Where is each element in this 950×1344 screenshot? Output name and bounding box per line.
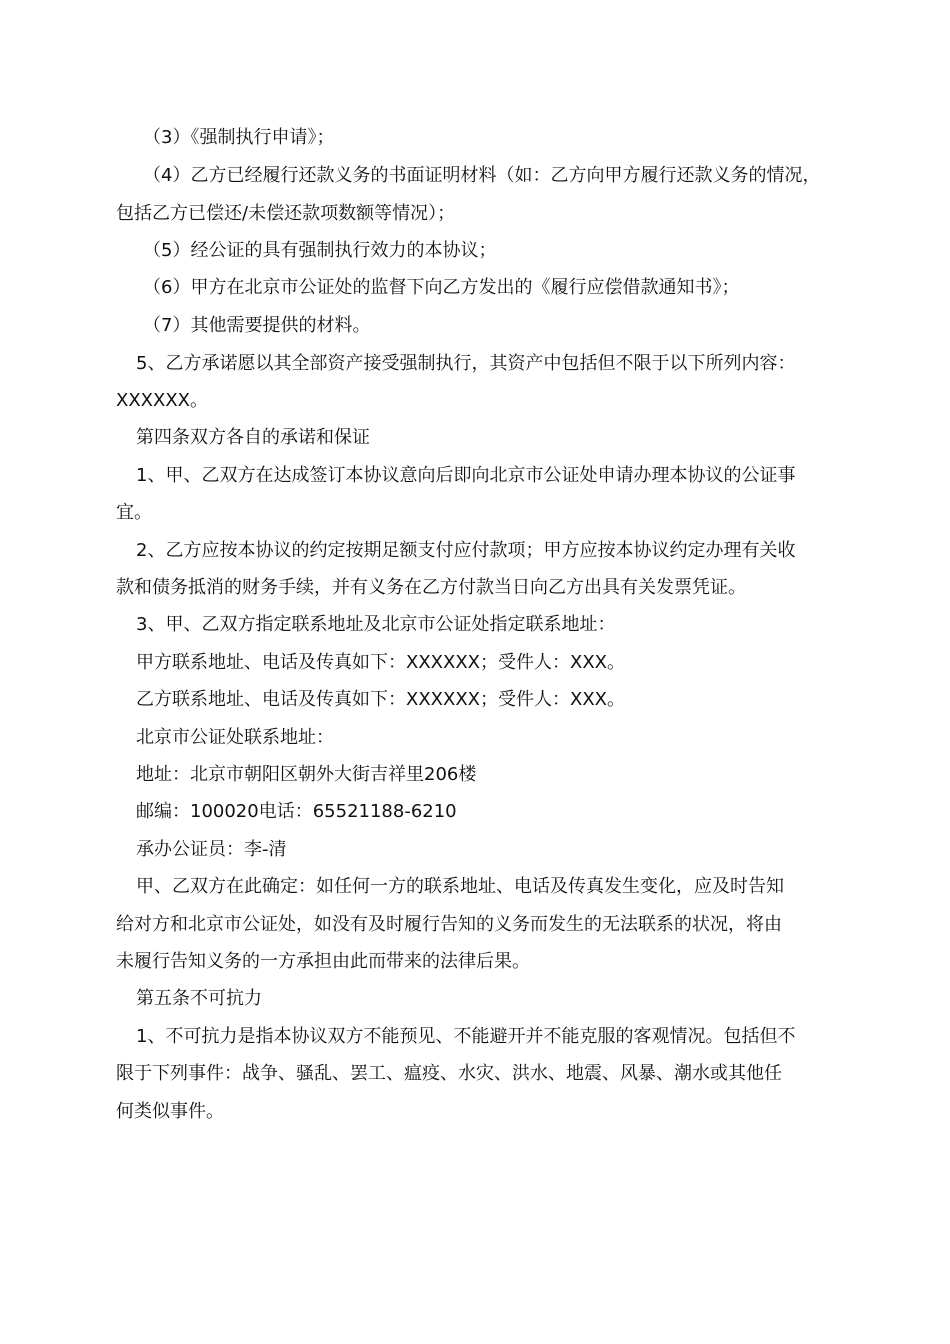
text-line: 3、甲、乙双方指定联系地址及北京市公证处指定联系地址： (136, 614, 616, 635)
text-line: 宜。 (116, 502, 152, 523)
text-line: 未履行告知义务的一方承担由此而带来的法律后果。 (116, 951, 530, 972)
text-line: 承办公证员：李-清 (136, 839, 287, 860)
text-line: （7）其他需要提供的材料。 (143, 315, 371, 336)
text-line: 甲、乙双方在此确定：如任何一方的联系地址、电话及传真发生变化，应及时告知 (136, 876, 784, 897)
text-line: XXXXXX。 (116, 390, 208, 411)
text-line: 1、不可抗力是指本协议双方不能预见、不能避开并不能克服的客观情况。包括但不 (136, 1026, 796, 1047)
text-line: 款和债务抵消的财务手续，并有义务在乙方付款当日向乙方出具有关发票凭证。 (116, 577, 746, 598)
text-line: 给对方和北京市公证处，如没有及时履行告知的义务而发生的无法联系的状况，将由 (116, 914, 782, 935)
text-line: （6）甲方在北京市公证处的监督下向乙方发出的《履行应偿借款通知书》； (143, 277, 740, 298)
text-line: 北京市公证处联系地址： (136, 727, 334, 748)
text-line: 2、乙方应按本协议的约定按期足额支付应付款项；甲方应按本协议约定办理有关收 (136, 540, 796, 561)
text-line: （5）经公证的具有强制执行效力的本协议； (143, 240, 497, 261)
text-line: （3）《强制执行申请》； (143, 127, 335, 148)
text-line: 甲方联系地址、电话及传真如下：XXXXXX；受件人：XXX。 (136, 652, 625, 673)
text-line: 邮编：100020电话：65521188-6210 (136, 801, 457, 822)
text-line: 包括乙方已偿还/未偿还款项数额等情况）； (116, 203, 456, 224)
text-line: 地址：北京市朝阳区朝外大街吉祥里206楼 (136, 764, 477, 785)
text-line: 何类似事件。 (116, 1101, 224, 1122)
text-line: （4）乙方已经履行还款义务的书面证明材料（如：乙方向甲方履行还款义务的情况， (143, 165, 821, 186)
section-heading: 第四条双方各自的承诺和保证 (136, 427, 370, 448)
text-line: 乙方联系地址、电话及传真如下：XXXXXX；受件人：XXX。 (136, 689, 625, 710)
text-line: 限于下列事件：战争、骚乱、罢工、瘟疫、水灾、洪水、地震、风暴、潮水或其他任 (116, 1063, 782, 1084)
text-line: 5、乙方承诺愿以其全部资产接受强制执行，其资产中包括但不限于以下所列内容： (136, 353, 796, 374)
text-line: 1、甲、乙双方在达成签订本协议意向后即向北京市公证处申请办理本协议的公证事 (136, 465, 796, 486)
section-heading: 第五条不可抗力 (136, 988, 262, 1009)
